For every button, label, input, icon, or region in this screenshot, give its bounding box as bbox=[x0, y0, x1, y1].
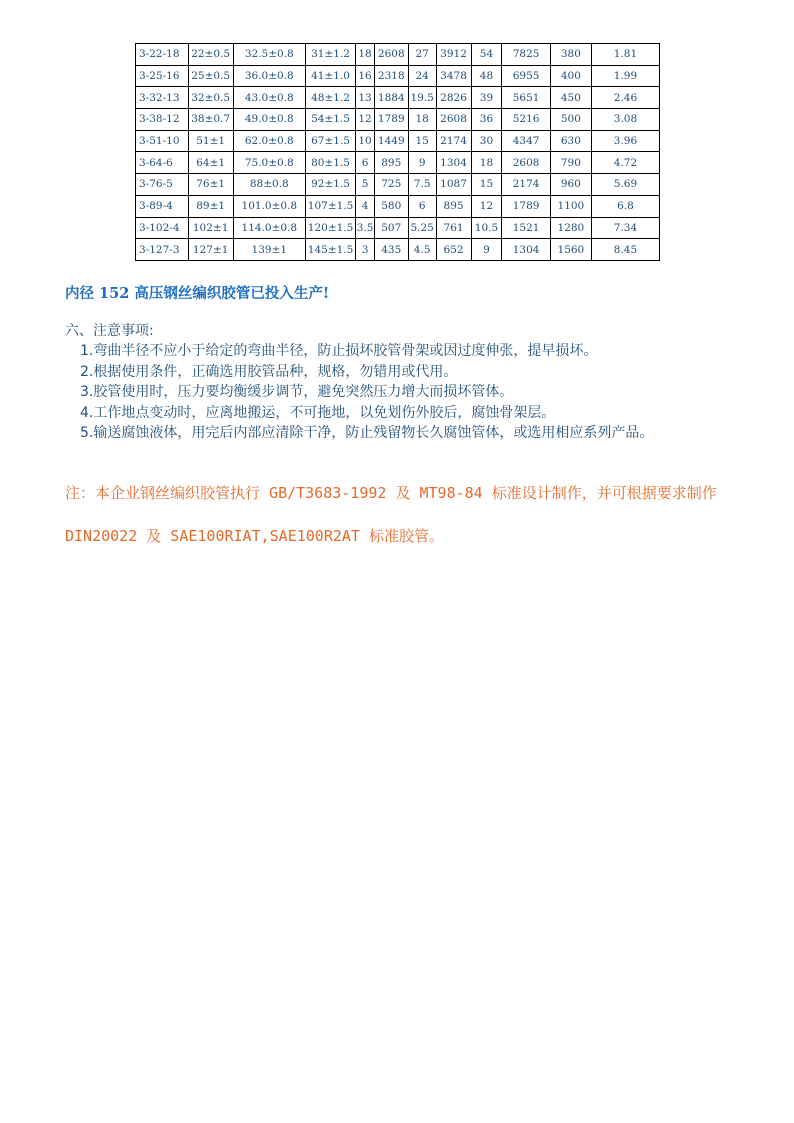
list-item: 2.根据使用条件，正确选用胶管品种，规格，勿错用或代用。 bbox=[80, 363, 458, 380]
table-cell: 139±1 bbox=[233, 239, 305, 261]
table-cell: 18 bbox=[471, 152, 502, 174]
table-cell: 4.72 bbox=[591, 152, 659, 174]
table-cell: 15 bbox=[471, 174, 502, 196]
table-cell: 62.0±0.8 bbox=[233, 130, 305, 152]
table-cell: 7.5 bbox=[408, 174, 436, 196]
table-cell: 41±1.0 bbox=[305, 65, 355, 87]
table-cell: 31±1.2 bbox=[305, 44, 355, 66]
table-cell: 32.5±0.8 bbox=[233, 44, 305, 66]
table-cell: 725 bbox=[374, 174, 408, 196]
table-cell: 3-127-3 bbox=[136, 239, 189, 261]
table-cell: 88±0.8 bbox=[233, 174, 305, 196]
table-cell: 3478 bbox=[436, 65, 471, 87]
table-cell: 16 bbox=[356, 65, 375, 87]
table-row bbox=[136, 130, 660, 152]
list-item: 1.弯曲半径不应小于给定的弯曲半径，防止损坏胶管骨架或因过度伸张，提早损坏。 bbox=[80, 343, 598, 359]
table-cell: 8.45 bbox=[591, 239, 659, 261]
table-cell: 3-25-16 bbox=[136, 65, 189, 87]
table-cell: 30 bbox=[471, 130, 502, 152]
table-cell: 1449 bbox=[374, 130, 408, 152]
table-cell: 7825 bbox=[502, 44, 550, 66]
table-cell: 38±0.7 bbox=[188, 109, 233, 131]
table-cell: 4347 bbox=[502, 130, 550, 152]
table-cell: 450 bbox=[550, 87, 591, 109]
table-cell: 145±1.5 bbox=[305, 239, 355, 261]
table-cell: 15 bbox=[408, 130, 436, 152]
table-cell: 1280 bbox=[550, 217, 591, 239]
table-cell: 80±1.5 bbox=[305, 152, 355, 174]
table-row bbox=[136, 87, 660, 109]
table-row bbox=[136, 65, 660, 87]
table-cell: 54 bbox=[471, 44, 502, 66]
table-cell: 2608 bbox=[374, 44, 408, 66]
table-cell: 1304 bbox=[436, 152, 471, 174]
table-cell: 380 bbox=[550, 44, 591, 66]
table-cell: 76±1 bbox=[188, 174, 233, 196]
table-cell: 3.5 bbox=[356, 217, 375, 239]
table-cell: 3912 bbox=[436, 44, 471, 66]
table-cell: 64±1 bbox=[188, 152, 233, 174]
table-cell: 6 bbox=[408, 195, 436, 217]
table-cell: 2.46 bbox=[591, 87, 659, 109]
table-cell: 127±1 bbox=[188, 239, 233, 261]
table-cell: 12 bbox=[471, 195, 502, 217]
table-cell: 32±0.5 bbox=[188, 87, 233, 109]
table-cell: 3-38-12 bbox=[136, 109, 189, 131]
standards-remark: 注：本企业钢丝编织胶管执行 GB/T3683-1992 及 MT98-84 标准设计制作，并可根据要求制作 DIN20022 及 SAE100RIAT,SAE100R2AT 标准胶管。 bbox=[65, 484, 717, 545]
table-cell: 54±1.5 bbox=[305, 109, 355, 131]
table-cell: 5216 bbox=[502, 109, 550, 131]
table-row bbox=[136, 174, 660, 196]
table-cell: 3-76-5 bbox=[136, 174, 189, 196]
table-cell: 1521 bbox=[502, 217, 550, 239]
table-row bbox=[136, 44, 660, 66]
table-row bbox=[136, 109, 660, 131]
table-cell: 36 bbox=[471, 109, 502, 131]
table-cell: 1100 bbox=[550, 195, 591, 217]
table-cell: 580 bbox=[374, 195, 408, 217]
list-item: 3.胶管使用时，压力要均衡缓步调节，避免突然压力增大而损坏管体。 bbox=[80, 384, 514, 401]
table-row bbox=[136, 217, 660, 239]
table-cell: 24 bbox=[408, 65, 436, 87]
table-cell: 18 bbox=[356, 44, 375, 66]
table-cell: 1789 bbox=[374, 109, 408, 131]
table-row bbox=[136, 239, 660, 261]
table-cell: 9 bbox=[471, 239, 502, 261]
table-cell: 5651 bbox=[502, 87, 550, 109]
table-cell: 6955 bbox=[502, 65, 550, 87]
table-cell: 6 bbox=[356, 152, 375, 174]
production-announcement: 内径 152 高压钢丝编织胶管已投入生产! bbox=[65, 285, 330, 302]
table-cell: 2318 bbox=[374, 65, 408, 87]
table-cell: 1.81 bbox=[591, 44, 659, 66]
table-cell: 120±1.5 bbox=[305, 217, 355, 239]
table-cell: 652 bbox=[436, 239, 471, 261]
table-cell: 13 bbox=[356, 87, 375, 109]
table-cell: 3-64-6 bbox=[136, 152, 189, 174]
table-cell: 39 bbox=[471, 87, 502, 109]
table-cell: 435 bbox=[374, 239, 408, 261]
table-cell: 114.0±0.8 bbox=[233, 217, 305, 239]
spec-table-body bbox=[136, 44, 660, 261]
table-cell: 761 bbox=[436, 217, 471, 239]
table-cell: 3-51-10 bbox=[136, 130, 189, 152]
table-cell: 49.0±0.8 bbox=[233, 109, 305, 131]
table-cell: 5.25 bbox=[408, 217, 436, 239]
table-cell: 36.0±0.8 bbox=[233, 65, 305, 87]
table-cell: 5.69 bbox=[591, 174, 659, 196]
table-row bbox=[136, 152, 660, 174]
table-cell: 2608 bbox=[502, 152, 550, 174]
table-cell: 400 bbox=[550, 65, 591, 87]
table-cell: 3 bbox=[356, 239, 375, 261]
notes-list bbox=[80, 341, 653, 444]
table-cell: 51±1 bbox=[188, 130, 233, 152]
table-cell: 10 bbox=[356, 130, 375, 152]
table-cell: 18 bbox=[408, 109, 436, 131]
list-item: 4.工作地点变动时，应离地搬运，不可拖地，以免划伤外胶后，腐蚀骨架层。 bbox=[80, 404, 556, 421]
table-cell: 500 bbox=[550, 109, 591, 131]
table-cell: 101.0±0.8 bbox=[233, 195, 305, 217]
table-cell: 9 bbox=[408, 152, 436, 174]
table-cell: 25±0.5 bbox=[188, 65, 233, 87]
table-cell: 960 bbox=[550, 174, 591, 196]
table-cell: 4 bbox=[356, 195, 375, 217]
table-cell: 2826 bbox=[436, 87, 471, 109]
table-cell: 102±1 bbox=[188, 217, 233, 239]
spec-table bbox=[135, 43, 660, 261]
table-cell: 10.5 bbox=[471, 217, 502, 239]
table-cell: 12 bbox=[356, 109, 375, 131]
table-cell: 4.5 bbox=[408, 239, 436, 261]
table-cell: 790 bbox=[550, 152, 591, 174]
table-cell: 3.96 bbox=[591, 130, 659, 152]
table-cell: 1.99 bbox=[591, 65, 659, 87]
table-row bbox=[136, 195, 660, 217]
table-cell: 107±1.5 bbox=[305, 195, 355, 217]
table-cell: 2174 bbox=[436, 130, 471, 152]
table-cell: 3.08 bbox=[591, 109, 659, 131]
table-cell: 2608 bbox=[436, 109, 471, 131]
table-cell: 92±1.5 bbox=[305, 174, 355, 196]
table-cell: 630 bbox=[550, 130, 591, 152]
table-cell: 48 bbox=[471, 65, 502, 87]
table-cell: 22±0.5 bbox=[188, 44, 233, 66]
table-cell: 3-102-4 bbox=[136, 217, 189, 239]
table-cell: 48±1.2 bbox=[305, 87, 355, 109]
table-cell: 1560 bbox=[550, 239, 591, 261]
table-cell: 3-32-13 bbox=[136, 87, 189, 109]
table-cell: 3-89-4 bbox=[136, 195, 189, 217]
table-cell: 7.34 bbox=[591, 217, 659, 239]
table-cell: 507 bbox=[374, 217, 408, 239]
table-cell: 67±1.5 bbox=[305, 130, 355, 152]
list-item: 5.输送腐蚀液体，用完后内部应清除干净，防止残留物长久腐蚀管体，或选用相应系列产品。 bbox=[80, 425, 654, 442]
table-cell: 2174 bbox=[502, 174, 550, 196]
notes-heading: 六、注意事项: bbox=[65, 323, 154, 339]
table-cell: 27 bbox=[408, 44, 436, 66]
table-cell: 895 bbox=[436, 195, 471, 217]
table-cell: 1884 bbox=[374, 87, 408, 109]
table-cell: 3-22-18 bbox=[136, 44, 189, 66]
table-cell: 75.0±0.8 bbox=[233, 152, 305, 174]
table-cell: 1087 bbox=[436, 174, 471, 196]
table-cell: 6.8 bbox=[591, 195, 659, 217]
table-cell: 43.0±0.8 bbox=[233, 87, 305, 109]
table-cell: 5 bbox=[356, 174, 375, 196]
table-cell: 1789 bbox=[502, 195, 550, 217]
table-cell: 89±1 bbox=[188, 195, 233, 217]
table-cell: 895 bbox=[374, 152, 408, 174]
table-cell: 1304 bbox=[502, 239, 550, 261]
table-cell: 19.5 bbox=[408, 87, 436, 109]
